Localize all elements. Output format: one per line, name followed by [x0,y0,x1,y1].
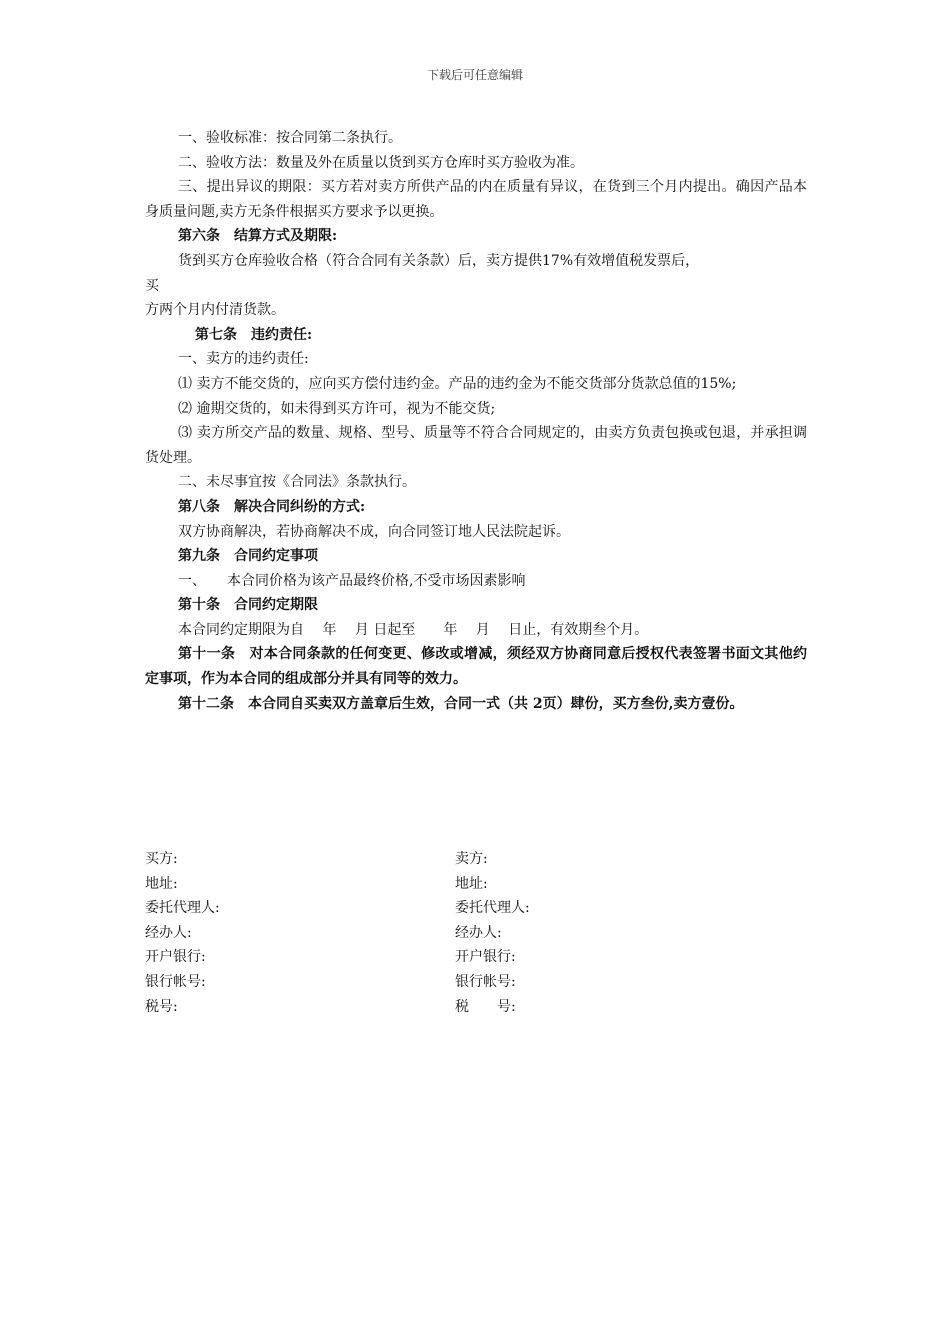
buyer-field: 税号: [145,998,178,1015]
paragraph: ⑵ 逾期交货的，如未得到买方许可，视为不能交货; [178,400,496,417]
buyer-field: 银行帐号: [145,973,206,990]
paragraph: 双方协商解决，若协商解决不成，向合同签订地人民法院起诉。 [178,523,570,540]
section-heading: 第十条 合同约定期限 [178,597,318,614]
paragraph: 二、未尽事宜按《合同法》条款执行。 [178,474,416,491]
paragraph: 货到买方仓库验收合格（符合合同有关条款）后，卖方提供17%有效增值税发票后， [178,252,700,269]
section-heading: 第八条 解决合同纠纷的方式: [178,498,366,515]
seller-field: 开户银行: [455,949,516,966]
buyer-field: 买方: [145,851,178,867]
buyer-field: 开户银行: [145,949,206,966]
paragraph: 一、验收标准：按合同第二条执行。 [178,130,402,146]
paragraph: 买 [145,277,159,294]
paragraph: 三、提出异议的期限：买方若对卖方所供产品的内在质量有异议，在货到三个月内提出。确因产品本身质量问题,卖方无条件根据买方要求予以更换。 [145,179,807,220]
seller-field: 委托代理人: [455,900,530,917]
section-heading: 第七条 违约责任: [195,326,313,343]
seller-field: 经办人: [455,924,502,941]
section-heading: 第六条 结算方式及期限: [178,228,338,245]
seller-field: 卖方: [455,851,488,867]
paragraph: 本合同约定期限为自 年 月 日起至 年 月 日止，有效期叁个月。 [178,621,649,638]
paragraph: ⑴ 卖方不能交货的，应向买方偿付违约金。产品的违约金为不能交货部分货款总值的15%; [178,375,737,392]
seller-field: 银行帐号: [455,973,516,990]
signature-block [145,847,807,1019]
seller-field: 税 号: [455,998,516,1015]
buyer-field: 委托代理人: [145,900,220,917]
paragraph: 方两个月内付清货款。 [145,302,285,319]
paragraph: ⑶ 卖方所交产品的数量、规格、型号、质量等不符合合同规定的，由卖方负责包换或包退，并承担调货处理。 [145,425,807,466]
buyer-field: 经办人: [145,924,192,941]
paragraph: 二、验收方法：数量及外在质量以货到买方仓库时买方验收为准。 [178,154,584,171]
section-heading: 第十一条 对本合同条款的任何变更、修改或增减，须经双方协商同意后授权代表签署书面文其他约定事项，作为本合同的组成部分并具有同等的效力。 [145,646,807,688]
contract-body [145,126,807,716]
buyer-field: 地址: [145,875,178,892]
paragraph: 一、 本合同价格为该产品最终价格,不受市场因素影响 [178,572,526,589]
seller-field: 地址: [455,875,488,892]
page-header: 下载后可任意编辑 [426,68,523,82]
section-heading: 第十二条 本合同自买卖双方盖章后生效，合同一式（共 2页）肆份，买方叁份,卖方壹份。 [178,695,744,712]
section-heading: 第九条 合同约定事项 [178,548,318,565]
paragraph: 一、卖方的违约责任: [178,351,309,368]
